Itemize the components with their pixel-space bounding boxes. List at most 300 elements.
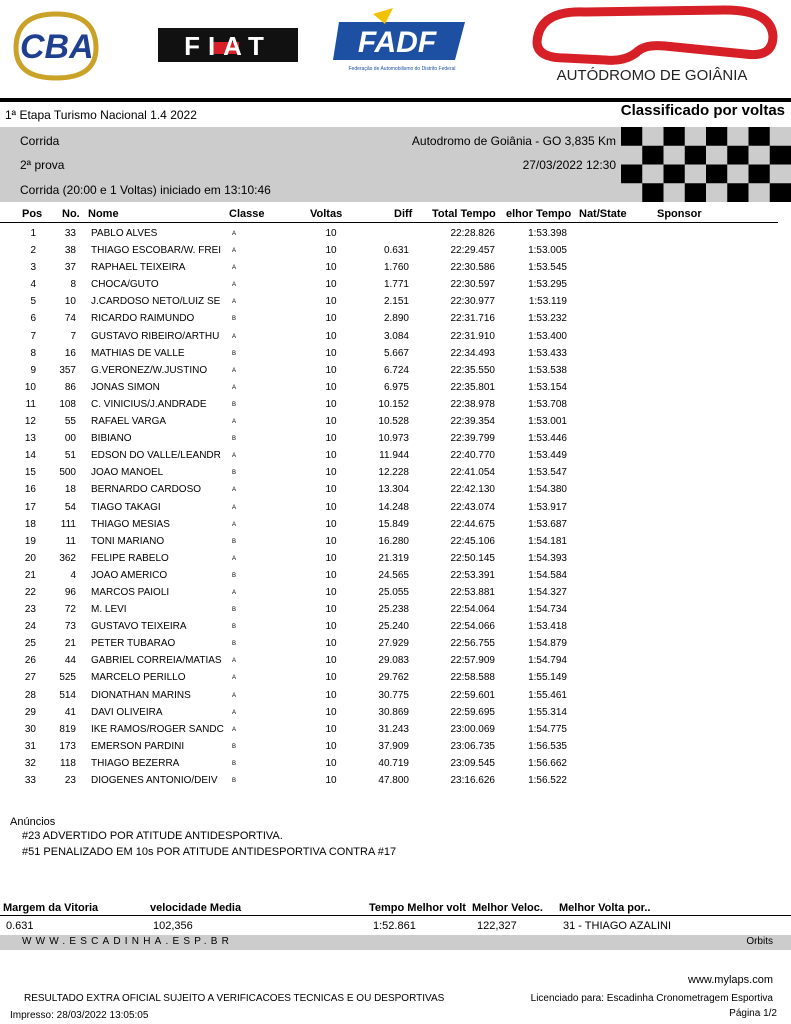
cell-best-lap: 1:54.734 (528, 604, 567, 616)
table-row (0, 723, 791, 740)
cell-pos: 27 (24, 672, 36, 684)
cell-best-lap: 1:53.545 (528, 262, 567, 274)
cell-classe: B (232, 778, 237, 784)
table-row (0, 483, 791, 500)
cell-voltas: 10 (325, 723, 337, 735)
cell-diff: 25.238 (378, 604, 409, 616)
col-nat: Nat/State (579, 208, 627, 220)
cell-nome: DIOGENES ANTONIO/DEIV (91, 775, 218, 786)
cell-total-time: 22:58.588 (450, 672, 495, 684)
cell-diff: 29.762 (378, 672, 409, 684)
results-table-body (0, 227, 791, 791)
cell-no: 96 (64, 586, 76, 598)
cell-voltas: 10 (325, 569, 337, 581)
table-row (0, 603, 791, 620)
cell-voltas: 10 (325, 757, 337, 769)
cell-best-lap: 1:54.879 (528, 638, 567, 650)
cell-nome: MARCOS PAIOLI (91, 586, 170, 598)
cell-nome: GUSTAVO RIBEIRO/ARTHU (91, 330, 220, 342)
table-row (0, 295, 791, 312)
cell-best-lap: 1:53.446 (528, 433, 567, 445)
cell-pos: 9 (30, 364, 36, 376)
cell-nome: EMERSON PARDINI (91, 740, 185, 752)
col-diff: Diff (394, 208, 413, 220)
cell-voltas: 10 (325, 364, 337, 376)
table-row (0, 432, 791, 449)
cell-nome: THIAGO BEZERRA (91, 757, 180, 769)
cell-classe: A (232, 367, 237, 374)
cell-voltas: 10 (325, 706, 337, 718)
cell-classe: A (232, 384, 237, 391)
mylaps-link[interactable]: www.mylaps.com (688, 974, 773, 986)
cell-nome: M. LEVI (91, 604, 127, 616)
cell-voltas: 10 (325, 775, 337, 786)
cell-voltas: 10 (325, 586, 337, 598)
cell-nome: TIAGO TAKAGI (91, 501, 161, 513)
col-nome: Nome (88, 208, 119, 220)
cell-total-time: 22:35.550 (450, 364, 495, 376)
table-row (0, 569, 791, 586)
col-classe: Classe (229, 208, 265, 220)
table-row (0, 347, 791, 364)
cell-total-time: 22:35.801 (450, 381, 495, 393)
cell-best-lap: 1:55.149 (528, 672, 567, 684)
cell-diff: 24.565 (378, 569, 409, 581)
best-lap-by-value: 31 - THIAGO AZALINI (563, 920, 671, 932)
cell-nome: EDSON DO VALLE/LEANDR (91, 450, 221, 462)
cell-voltas: 10 (325, 228, 337, 239)
cell-pos: 13 (24, 433, 36, 445)
cell-pos: 22 (24, 586, 36, 598)
cell-voltas: 10 (325, 552, 337, 564)
table-header-divider (0, 222, 778, 223)
cell-best-lap: 1:55.461 (528, 689, 567, 701)
cell-diff: 25.240 (378, 621, 409, 633)
cell-classe: A (232, 333, 237, 340)
table-row (0, 381, 791, 398)
cell-nome: JOÃO MANOEL (91, 467, 164, 479)
cell-best-lap: 1:53.295 (528, 279, 567, 291)
best-speed-value: 122,327 (477, 920, 517, 932)
cell-total-time: 22:44.675 (450, 518, 495, 530)
table-row (0, 706, 791, 723)
cell-best-lap: 1:53.687 (528, 518, 567, 530)
cell-nome: JONAS SIMON (91, 381, 160, 393)
col-total: Total Tempo (432, 208, 496, 220)
cell-diff: 29.083 (378, 655, 409, 667)
cell-best-lap: 1:56.522 (528, 775, 567, 786)
cell-no: 4 (70, 569, 76, 581)
table-row (0, 535, 791, 552)
summary-values (0, 920, 791, 934)
cell-total-time: 22:42.130 (450, 484, 495, 496)
cell-best-lap: 1:53.005 (528, 245, 567, 257)
cell-pos: 11 (25, 398, 36, 410)
cell-no: 55 (64, 416, 76, 428)
cell-total-time: 22:50.145 (450, 552, 495, 564)
cell-total-time: 22:34.493 (450, 347, 495, 359)
cell-pos: 32 (24, 757, 36, 769)
cell-best-lap: 1:56.535 (528, 740, 567, 752)
table-row (0, 654, 791, 671)
cell-pos: 31 (24, 740, 36, 752)
cell-no: 21 (64, 638, 76, 650)
cell-best-lap: 1:54.393 (528, 552, 567, 564)
cell-classe: B (232, 624, 237, 631)
cell-nome: THIAGO ESCOBAR/W. FREI (91, 245, 222, 257)
cell-total-time: 22:56.755 (450, 638, 495, 650)
col-best: elhor Tempo (506, 208, 572, 220)
cell-diff: 40.719 (378, 757, 409, 769)
cell-classe: B (232, 743, 237, 750)
cell-classe: A (232, 419, 237, 426)
table-row (0, 466, 791, 483)
cell-total-time: 22:31.910 (450, 330, 495, 342)
cell-no: 23 (64, 775, 76, 786)
cell-voltas: 10 (325, 296, 337, 308)
cell-diff: 6.724 (383, 364, 409, 376)
cell-voltas: 10 (325, 347, 337, 359)
cell-voltas: 10 (325, 689, 337, 701)
cell-pos: 15 (24, 467, 36, 479)
cell-nome: RAFAEL VARGA (91, 416, 167, 428)
summary-divider (0, 915, 791, 916)
cell-voltas: 10 (325, 433, 337, 445)
cell-diff: 37.909 (378, 740, 409, 752)
cell-diff: 27.929 (378, 638, 409, 650)
cell-classe: A (232, 231, 237, 237)
cell-nome: GABRIEL CORREIA/MATIAS (91, 655, 222, 667)
col-pos: Pos (22, 208, 43, 220)
cell-no: 72 (64, 604, 76, 616)
best-speed-label: Melhor Veloc. (472, 902, 543, 914)
cell-total-time: 22:40.770 (450, 450, 495, 462)
cell-best-lap: 1:53.398 (528, 228, 567, 239)
cell-diff: 0.631 (383, 245, 409, 257)
cell-best-lap: 1:56.662 (528, 757, 567, 769)
cell-no: 514 (59, 689, 76, 701)
table-row (0, 671, 791, 688)
cell-classe: A (232, 726, 237, 733)
table-row (0, 620, 791, 637)
table-row (0, 244, 791, 261)
table-row (0, 740, 791, 757)
cell-total-time: 22:53.391 (450, 569, 495, 581)
cell-best-lap: 1:53.708 (528, 398, 567, 410)
avg-speed-value: 102,356 (153, 920, 193, 932)
table-row (0, 637, 791, 654)
cell-diff: 2.890 (383, 313, 409, 325)
col-sponsor: Sponsor (657, 208, 702, 220)
cell-classe: B (232, 401, 237, 408)
cell-nome: BIBIANO (91, 433, 132, 445)
cell-diff: 2.151 (383, 296, 409, 308)
cell-best-lap: 1:55.314 (528, 706, 567, 718)
cell-best-lap: 1:53.538 (528, 364, 567, 376)
cell-nome: DAVI OLIVEIRA (91, 706, 163, 718)
cell-no: 00 (64, 433, 76, 445)
cell-nome: JOÃO AMÉRICO (91, 569, 168, 581)
cell-pos: 6 (30, 313, 36, 325)
cell-total-time: 22:45.106 (450, 535, 495, 547)
cell-best-lap: 1:54.380 (528, 484, 567, 496)
cell-no: 111 (60, 518, 76, 530)
cell-total-time: 22:54.064 (450, 604, 495, 616)
cell-diff: 10.973 (378, 433, 409, 445)
cell-no: 38 (64, 245, 76, 257)
table-row (0, 518, 791, 535)
cell-total-time: 22:53.881 (450, 586, 495, 598)
cell-no: 51 (64, 450, 76, 462)
cell-best-lap: 1:53.547 (528, 467, 567, 479)
results-table-header (0, 208, 791, 222)
table-row (0, 364, 791, 381)
cell-classe: A (232, 282, 237, 289)
cell-nome: PETER TUBARAO (91, 638, 176, 650)
cell-voltas: 10 (325, 398, 337, 410)
table-row (0, 552, 791, 569)
cell-classe: A (232, 487, 237, 494)
cell-total-time: 22:39.354 (450, 416, 495, 428)
cell-no: 41 (64, 706, 76, 718)
cell-pos: 4 (30, 279, 36, 291)
cell-classe: B (232, 350, 237, 357)
checkered-flag-icon (621, 127, 791, 202)
cell-total-time: 22:43.074 (450, 501, 495, 513)
cell-total-time: 22:59.695 (450, 706, 495, 718)
cell-classe: B (232, 641, 237, 648)
race-type: Corrida (20, 134, 60, 148)
cell-pos: 33 (24, 775, 36, 786)
table-row (0, 312, 791, 329)
cell-no: 819 (59, 723, 76, 735)
race-info-band (0, 127, 791, 202)
table-row (0, 449, 791, 466)
cell-nome: PABLO ALVES (91, 228, 158, 239)
cell-classe: A (232, 299, 237, 306)
table-row (0, 774, 791, 791)
summary-header (0, 902, 791, 916)
cell-classe: A (232, 248, 237, 255)
cell-diff: 11.944 (379, 450, 409, 462)
cell-pos: 29 (24, 706, 36, 718)
best-lap-time-value: 1:52.861 (373, 920, 416, 932)
cell-no: 54 (64, 501, 76, 513)
cell-no: 11 (65, 535, 76, 547)
cell-pos: 26 (24, 655, 36, 667)
cell-best-lap: 1:53.119 (528, 296, 567, 308)
cell-total-time: 22:29.457 (450, 245, 495, 257)
site-bar (0, 935, 791, 950)
event-title: 1ª Etapa Turismo Nacional 1.4 2022 (5, 108, 197, 122)
cell-classe: A (232, 265, 237, 272)
cell-best-lap: 1:54.181 (528, 535, 567, 547)
cell-diff: 16.280 (378, 535, 409, 547)
cell-diff: 1.760 (383, 262, 409, 274)
cell-pos: 12 (24, 416, 36, 428)
cell-classe: A (232, 692, 237, 699)
cell-no: 86 (64, 381, 76, 393)
table-row (0, 398, 791, 415)
cell-best-lap: 1:53.400 (528, 330, 567, 342)
cell-classe: A (232, 521, 237, 528)
table-row (0, 757, 791, 774)
table-row (0, 227, 791, 244)
cell-nome: J.CARDOSO NETO/LUIZ SE (91, 296, 221, 308)
cell-nome: C. VINICIUS/J.ANDRADE (91, 398, 207, 410)
announcement-line: #51 PENALIZADO EM 10s POR ATITUDE ANTIDESPORTIVA CONTRA #17 (22, 846, 397, 858)
cell-total-time: 22:41.054 (450, 467, 495, 479)
cell-voltas: 10 (325, 484, 337, 496)
cell-voltas: 10 (325, 279, 337, 291)
cell-voltas: 10 (325, 655, 337, 667)
margin-label: Margem da Vitoria (3, 902, 99, 914)
cell-total-time: 23:09.545 (450, 757, 495, 769)
site-url[interactable]: WWW.ESCADINHA.ESP.BR (22, 936, 234, 947)
cell-diff: 25.055 (378, 586, 409, 598)
cell-diff: 3.084 (383, 330, 409, 342)
cell-diff: 21.319 (378, 552, 409, 564)
page-number: Página 1/2 (729, 1008, 777, 1019)
announcements-title: Anúncios (10, 816, 56, 828)
cell-diff: 14.248 (378, 501, 409, 513)
cell-diff: 47.800 (378, 775, 409, 786)
cell-total-time: 23:06.735 (450, 740, 495, 752)
cell-total-time: 23:16.626 (450, 775, 495, 786)
cell-voltas: 10 (325, 330, 337, 342)
cell-classe: A (232, 453, 237, 460)
cell-classe: A (232, 658, 237, 665)
cell-pos: 10 (24, 381, 36, 393)
table-row (0, 261, 791, 278)
cell-diff: 1.771 (383, 279, 409, 291)
fiat-logo (158, 22, 298, 66)
cell-voltas: 10 (325, 262, 337, 274)
cell-voltas: 10 (325, 604, 337, 616)
cell-total-time: 22:30.597 (450, 279, 495, 291)
fadf-logo-text: FADF (357, 26, 437, 59)
cell-diff: 31.243 (378, 723, 409, 735)
cell-pos: 25 (24, 638, 36, 650)
cell-pos: 17 (24, 501, 36, 513)
cell-voltas: 10 (325, 518, 337, 530)
cell-no: 525 (59, 672, 76, 684)
cell-total-time: 22:30.977 (450, 296, 495, 308)
cell-classe: B (232, 436, 237, 443)
cell-best-lap: 1:53.001 (528, 416, 567, 428)
cell-no: 73 (64, 621, 76, 633)
best-lap-time-label: Tempo Melhor volt (369, 902, 466, 914)
cell-pos: 20 (24, 552, 36, 564)
cell-nome: TONI MARIANO (91, 535, 165, 547)
margin-value: 0.631 (6, 920, 34, 932)
cell-pos: 1 (30, 228, 36, 239)
cell-classe: A (232, 675, 237, 682)
cell-diff: 30.775 (378, 689, 409, 701)
cell-nome: BERNARDO CARDOSO (91, 484, 202, 496)
cell-best-lap: 1:53.232 (528, 313, 567, 325)
race-number: 2ª prova (20, 158, 65, 172)
cell-pos: 18 (24, 518, 36, 530)
cell-best-lap: 1:53.433 (528, 347, 567, 359)
license-text: Licenciado para: Escadinha Cronometragem Esportiva (530, 993, 773, 1004)
cell-pos: 19 (24, 535, 36, 547)
cell-total-time: 22:30.586 (450, 262, 495, 274)
table-row (0, 330, 791, 347)
cell-classe: A (232, 709, 237, 716)
cell-no: 37 (64, 262, 76, 274)
cell-total-time: 22:38.978 (450, 398, 495, 410)
cell-voltas: 10 (325, 501, 337, 513)
cell-voltas: 10 (325, 621, 337, 633)
col-voltas: Voltas (310, 208, 343, 220)
cell-no: 173 (59, 740, 76, 752)
cell-nome: RAPHAEL TEIXEIRA (91, 262, 186, 274)
cell-no: 362 (59, 552, 76, 564)
cell-total-time: 22:31.716 (450, 313, 495, 325)
cell-best-lap: 1:54.794 (528, 655, 567, 667)
cell-classe: B (232, 607, 237, 614)
track-name: Autodromo de Goiânia - GO 3,835 Km (411, 134, 616, 148)
cell-voltas: 10 (325, 638, 337, 650)
cell-best-lap: 1:54.327 (528, 586, 567, 598)
cell-total-time: 22:59.601 (450, 689, 495, 701)
cell-no: 33 (64, 228, 76, 239)
cell-no: 8 (70, 279, 76, 291)
cell-best-lap: 1:54.775 (528, 723, 567, 735)
cell-best-lap: 1:53.917 (528, 501, 567, 513)
cell-total-time: 23:00.069 (450, 723, 495, 735)
cell-no: 108 (59, 398, 76, 410)
cell-nome: GUSTAVO TEIXEIRA (91, 621, 187, 633)
cell-no: 74 (64, 313, 76, 325)
cell-best-lap: 1:53.154 (528, 381, 567, 393)
autodromo-logo-text: AUTÓDROMO DE GOIÂNIA (556, 67, 748, 84)
cba-logo-text: CBA (20, 28, 94, 66)
cell-diff: 15.849 (378, 518, 409, 530)
cell-diff: 10.152 (378, 398, 409, 410)
cell-voltas: 10 (325, 467, 337, 479)
cell-nome: MATHIAS DE VALLE (91, 347, 185, 359)
cell-classe: B (232, 760, 237, 767)
cell-voltas: 10 (325, 416, 337, 428)
cell-no: 357 (59, 364, 76, 376)
disclaimer: RESULTADO EXTRA OFICIAL SUJEITO A VERIFICACOES TECNICAS E OU DESPORTIVAS (24, 993, 445, 1004)
table-row (0, 586, 791, 603)
cell-diff: 13.304 (378, 484, 409, 496)
cell-no: 7 (70, 330, 76, 342)
cell-pos: 5 (30, 296, 36, 308)
cell-pos: 3 (30, 262, 36, 274)
cell-nome: RICARDO RAIMUNDO (91, 313, 195, 325)
table-row (0, 278, 791, 295)
cell-no: 16 (64, 347, 76, 359)
fadf-logo (333, 8, 471, 84)
cell-voltas: 10 (325, 313, 337, 325)
cell-no: 118 (60, 757, 76, 769)
cell-best-lap: 1:53.449 (528, 450, 567, 462)
cell-voltas: 10 (325, 672, 337, 684)
logo-bar (0, 0, 791, 96)
autodromo-logo (525, 2, 780, 88)
cell-diff: 5.667 (383, 347, 409, 359)
cell-best-lap: 1:53.418 (528, 621, 567, 633)
cell-pos: 7 (30, 330, 36, 342)
printed-timestamp: Impresso: 28/03/2022 13:05:05 (10, 1010, 149, 1021)
avg-speed-label: velocidade Media (150, 902, 242, 914)
cell-nome: FELIPE RABELO (91, 552, 169, 564)
cell-diff: 30.869 (378, 706, 409, 718)
